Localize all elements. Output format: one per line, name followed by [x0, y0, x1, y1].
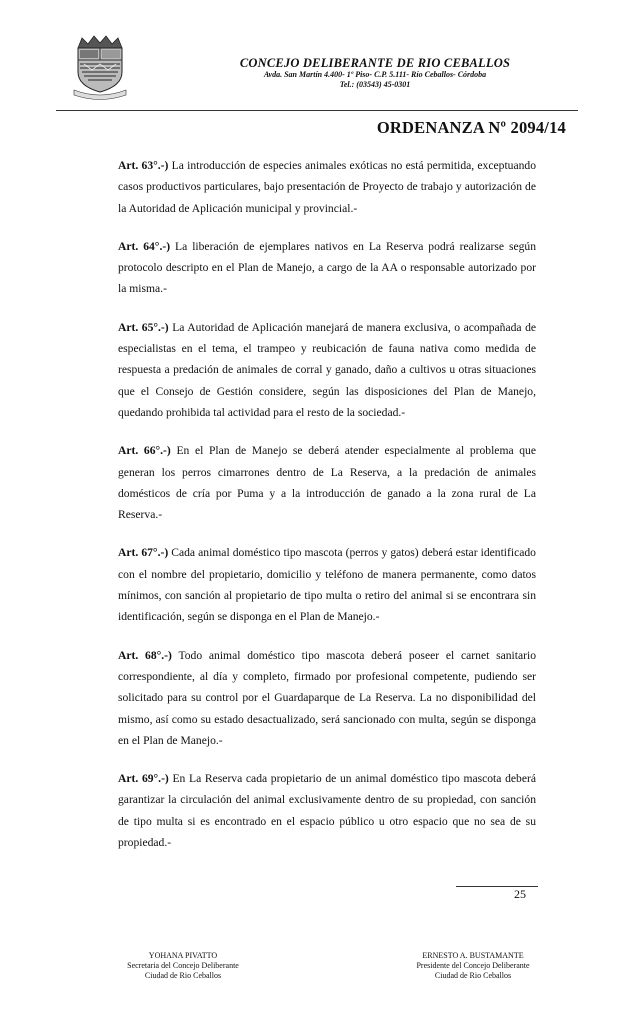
document-body — [118, 155, 536, 870]
article-text: En La Reserva cada propietario de un animal doméstico tipo mascota deberá garantizar la circulación del animal exclusivamente dentro de su propiedad, con sanción de tipo multa si es encontrado en el espacio público u otro espacio que no sea de su propiedad.- — [118, 772, 536, 850]
article-64 — [118, 236, 536, 300]
article-label: Art. 63°.-) — [118, 159, 169, 172]
article-text: En el Plan de Manejo se deberá atender especialmente al problema que generan los perros cimarrones dentro de La Reserva, a la predación de animales domésticos de cría por Puma y a la introducción de ganado a la zona rural de La Reserva.- — [118, 444, 536, 522]
article-65 — [118, 317, 536, 423]
article-text: Cada animal doméstico tipo mascota (perros y gatos) deberá estar identificado con el nombre del propietario, domicilio y teléfono de manera permanente, como datos mínimos, con sanción al propietario de tipo multa o retiro del animal si se encontrara sin identificación, según se disponga en el Plan de Manejo.- — [118, 546, 536, 624]
organization-phone: Tel.: (03543) 45-0301 — [339, 80, 411, 89]
signatory-place: Ciudad de Rio Ceballos — [434, 971, 512, 980]
organization-address: Avda. San Martín 4.400- 1º Piso- C.P. 5.111- Río Ceballos- Córdoba — [263, 70, 487, 79]
article-label: Art. 69°.-) — [118, 772, 169, 786]
article-text: Todo animal doméstico tipo mascota deberá poseer el carnet sanitario correspondiente, al día y completo, firmado por profesional competente, pudiendo ser solicitado para su control por el Guardaparque de La Reserva. La no disponibilidad del mismo, así como su estado desactualizado, será sancionado con multa, según se disponga en el Plan de Manejo.- — [118, 648, 536, 747]
header-divider — [56, 110, 578, 111]
article-label: Art. 65°.-) — [118, 320, 169, 334]
article-69 — [118, 768, 536, 853]
organization-name: CONCEJO DELIBERANTE DE RIO CEBALLOS — [239, 56, 511, 70]
article-text: La introducción de especies animales exóticas no está permitida, exceptuando casos productivos particulares, bajo presentación de Proyecto de trabajo y autorización de la Autoridad de Aplicación municipal y provincial.- — [118, 159, 536, 215]
signatory-role: Secretaria del Concejo Deliberante — [127, 961, 239, 970]
signature-secretary — [108, 951, 258, 981]
signatory-name: YOHANA PIVATTO — [148, 951, 218, 960]
article-label: Art. 66°.-) — [118, 444, 171, 458]
article-label: Art. 64°.-) — [118, 239, 171, 253]
article-text: La liberación de ejemplares nativos en La Reserva podrá realizarse según protocolo descripto en el Plan de Manejo, a cargo de la AA o responsable autorizado por la misma.- — [118, 239, 537, 296]
article-67 — [118, 542, 536, 627]
page-number: 25 — [514, 887, 526, 901]
article-68 — [118, 645, 536, 751]
article-63 — [118, 155, 536, 219]
signature-president — [398, 951, 548, 981]
article-66 — [118, 440, 536, 525]
ordinance-title: ORDENANZA Nº 2094/14 — [376, 118, 566, 137]
article-label: Art. 67°.-) — [118, 546, 169, 560]
signatory-role: Presidente del Concejo Deliberante — [416, 961, 530, 970]
article-label: Art. 68°.-) — [118, 648, 172, 662]
signatory-name: ERNESTO A. BUSTAMANTE — [422, 951, 524, 960]
article-text: La Autoridad de Aplicación manejará de manera exclusiva, o acompañada de especialistas en el tema, el trampeo y reubicación de fauna nativa como medida de respuesta a predación de animales de corral y ganado, daño a cultivos u otras situaciones que el Consejo de Gestión considere, según las disposiciones del Plan de Manejo, quedando prohibida tal actividad para el resto de la sociedad.- — [118, 320, 537, 419]
municipal-coat-of-arms-icon — [72, 34, 128, 100]
signatory-place: Ciudad de Rio Ceballos — [144, 971, 222, 980]
letterhead — [150, 56, 600, 90]
